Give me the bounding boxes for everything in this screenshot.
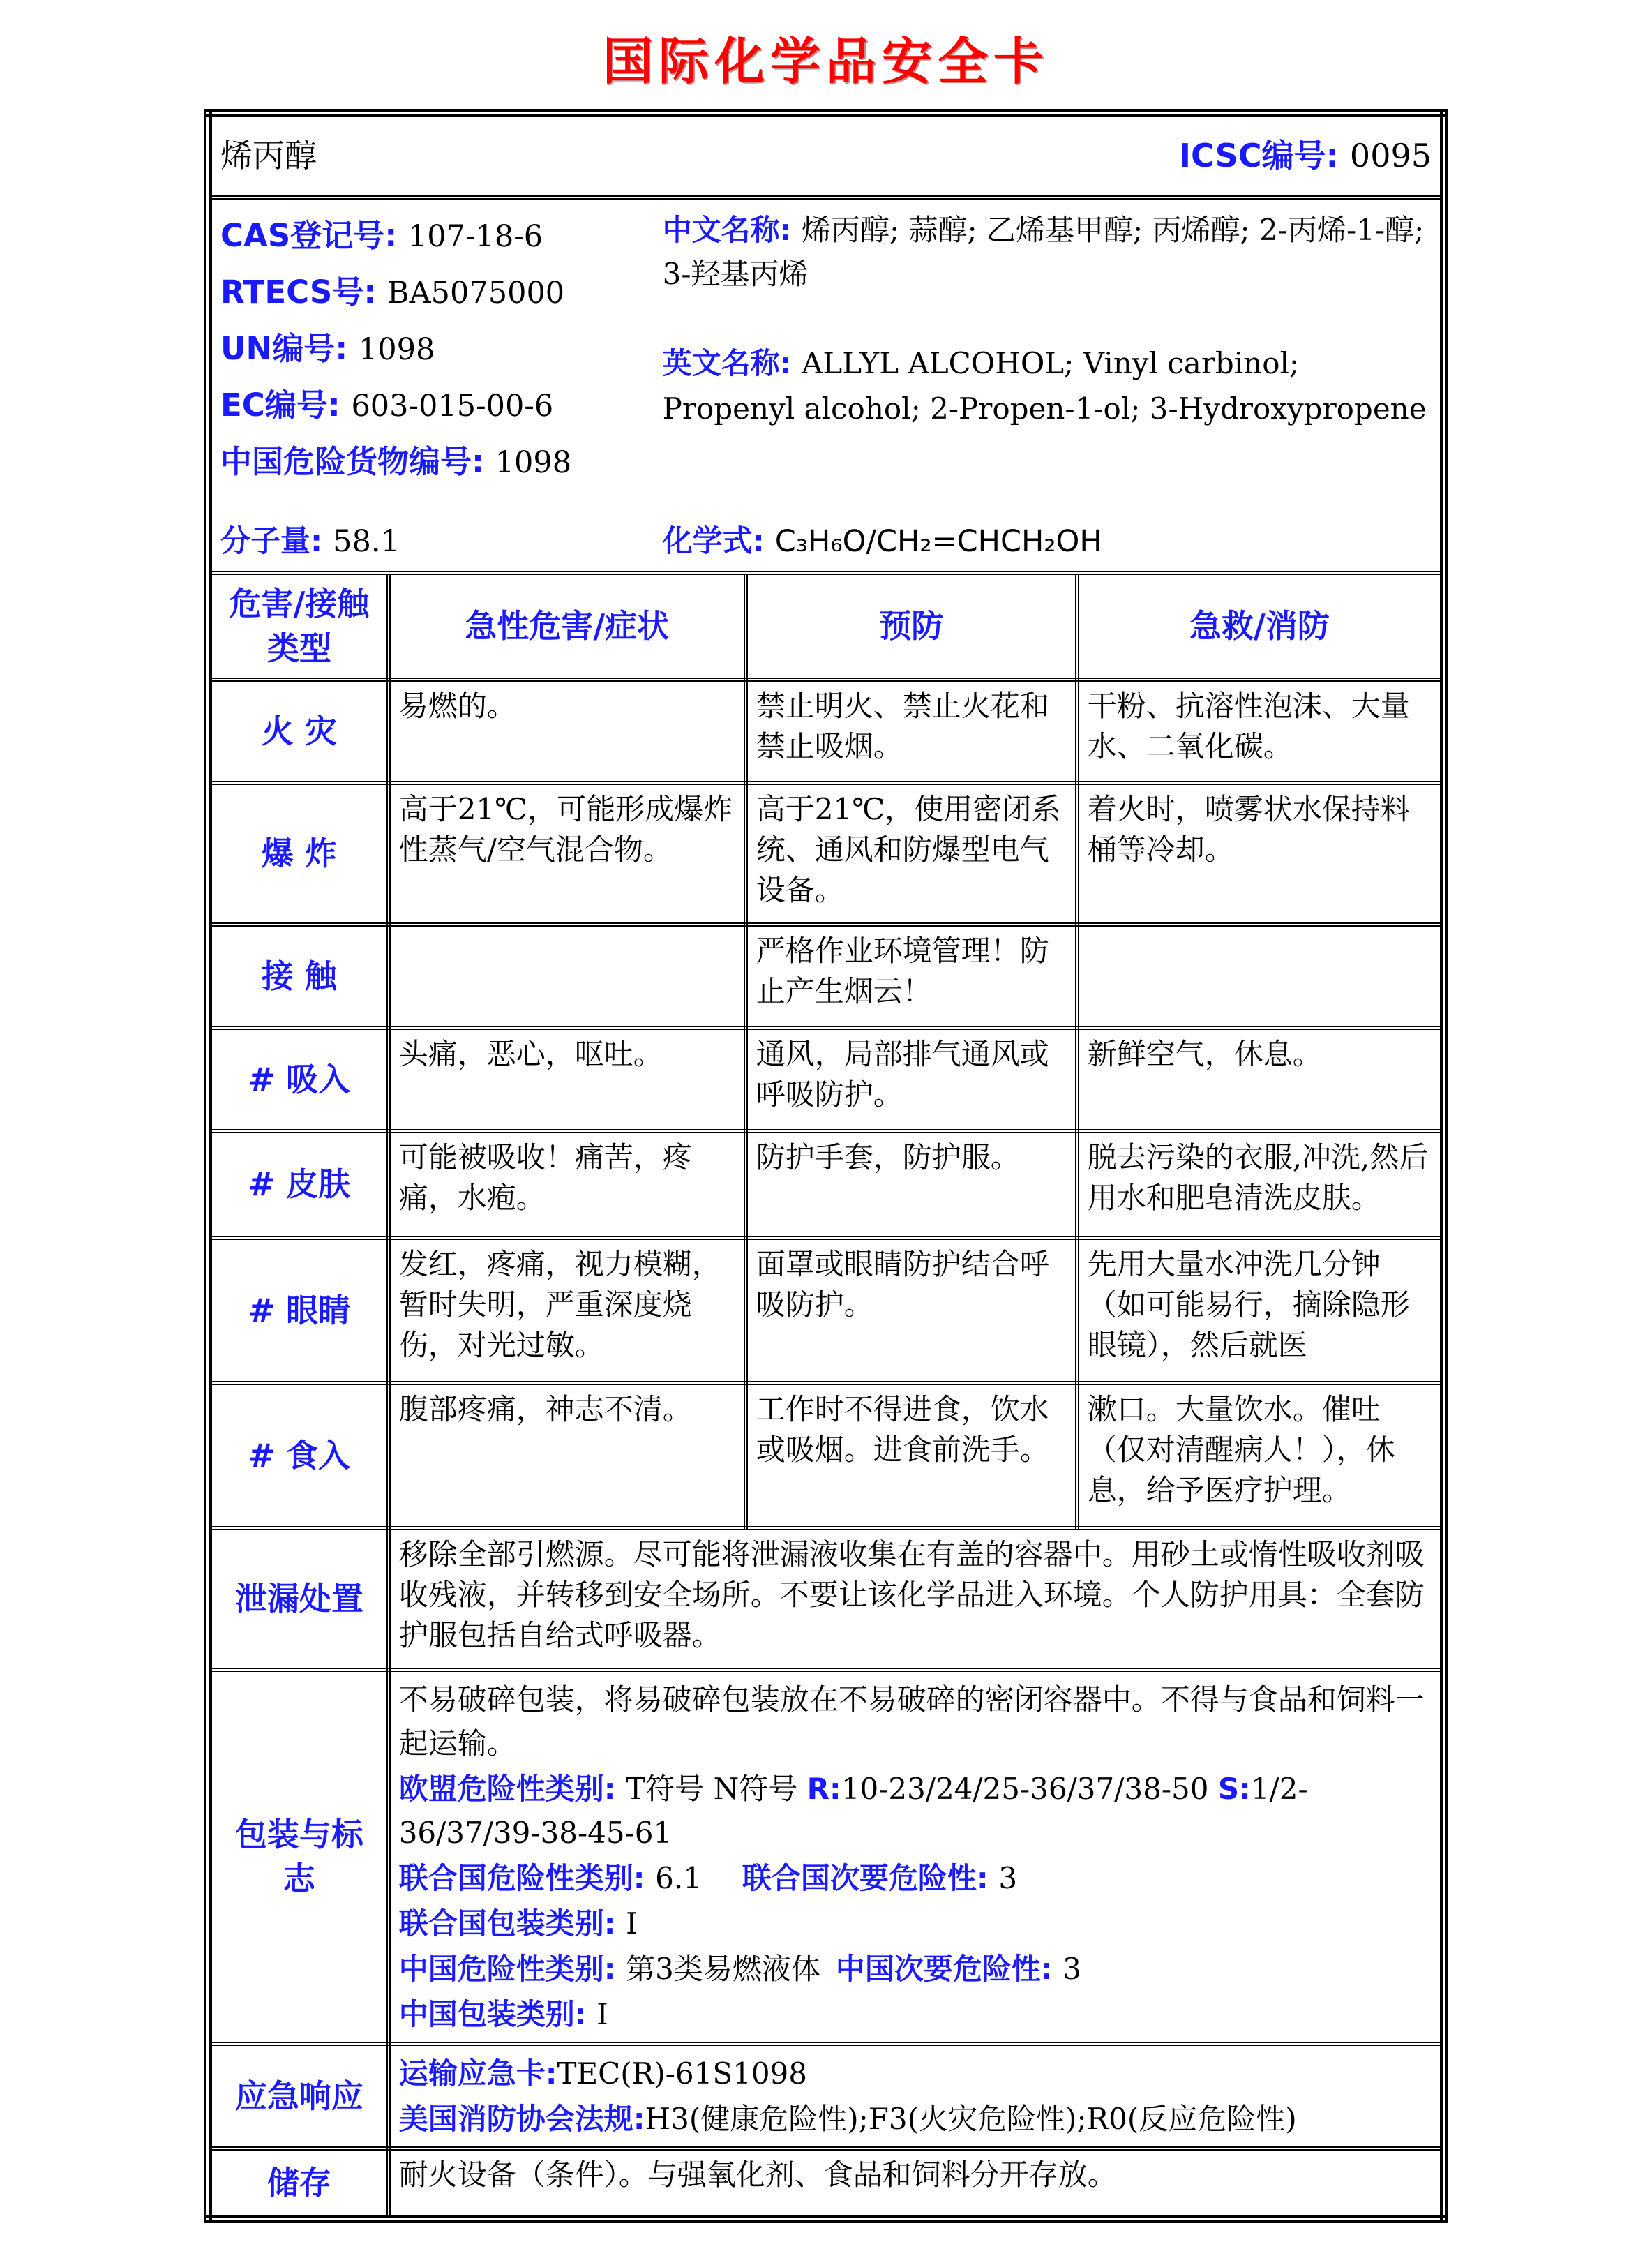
row-label-skin: # 皮肤 [208,1131,389,1238]
china-subsidiary-risk-label: 中国次要危险性: [835,1952,1063,1987]
rtecs-number-value: BA5075000 [387,276,565,311]
skin-prevention-cell: 防护手套，防护服。 [746,1131,1077,1238]
storage-row [208,2148,1444,2219]
hazard-header-row [208,573,1444,680]
icsc-number-value: 0095 [1349,137,1432,175]
icsc-card-table [204,109,1448,2223]
chemical-formula [663,521,1102,562]
page-title: 国际化学品安全卡 [602,32,1049,91]
molecular-line [220,521,1432,562]
hazard-row-inhalation [208,1028,1444,1131]
skin-firstaid-cell: 脱去污染的衣服,冲洗,然后用水和肥皂清洗皮肤。 [1077,1131,1444,1238]
identity-cell [208,197,1444,573]
ec-number-value: 603-015-00-6 [351,389,554,424]
substance-header-row [208,113,1444,197]
china-dg-number-value: 1098 [495,445,572,480]
fire-firstaid-cell: 干粉、抗溶性泡沫、大量水、二氧化碳。 [1077,680,1444,783]
chinese-name-label: 中文名称: [662,213,802,247]
un-packing-group-value: I [626,1906,638,1941]
identity-row [208,197,1444,573]
row-label-ingestion: # 食入 [208,1383,389,1528]
column-header-hazard-type: 危害/接触类型 [208,573,389,680]
spill-disposal-label: 泄漏处置 [208,1528,389,1670]
spill-disposal-row [208,1528,1444,1670]
explosion-symptoms-cell: 高于21℃，可能形成爆炸性蒸气/空气混合物。 [389,783,746,925]
r-phrases-value: 10-23/24/25-36/37/38-50 [841,1772,1218,1807]
nfpa-code-label: 美国消防协会法规: [398,2102,645,2137]
eyes-symptoms-cell: 发红，疼痛，视力模糊，暂时失明，严重深度烧伤，对光过敏。 [389,1238,746,1383]
china-packing-group-line [399,1992,1432,2036]
hazard-row-skin [208,1131,1444,1238]
inhalation-firstaid-cell: 新鲜空气，休息。 [1077,1028,1444,1131]
transport-emergency-card-value: TEC(R)-61S1098 [557,2056,807,2091]
contact-symptoms-cell [389,925,746,1028]
un-number-value: 1098 [358,332,435,367]
ingestion-prevention-cell: 工作时不得进食，饮水或吸烟。进食前洗手。 [746,1383,1077,1528]
skin-symptoms-cell: 可能被吸收！痛苦，疼痛，水疱。 [389,1131,746,1238]
explosion-prevention-cell: 高于21℃，使用密闭系统、通风和防爆型电气设备。 [746,783,1077,925]
chemical-formula-value: C₃H₆O/CH₂=CHCH₂OH [774,524,1102,559]
row-label-fire: 火 灾 [208,680,389,783]
china-packing-group-label: 中国包装类别: [398,1997,597,2032]
ingestion-symptoms-cell: 腹部疼痛，神志不清。 [389,1383,746,1528]
eu-hazard-class-label: 欧盟危险性类别: [398,1772,626,1807]
nfpa-code-line [399,2097,1432,2141]
molecular-weight-value: 58.1 [333,524,400,559]
inhalation-prevention-cell: 通风，局部排气通风或呼吸防护。 [746,1028,1077,1131]
substance-header-cell [208,113,1444,197]
emergency-response-content [389,2044,1444,2148]
row-label-explosion: 爆 炸 [208,783,389,925]
packaging-transport-note: 不易破碎包装，将易破碎包装放在不易破碎的密闭容器中。不得与食品和饲料一起运输。 [398,1682,1425,1761]
cas-number-label: CAS登记号: [220,217,408,254]
cas-number-value: 107-18-6 [407,219,543,254]
molecular-weight [220,521,663,562]
un-hazard-class-value: 6.1 [655,1861,702,1896]
row-label-contact: 接 触 [208,925,389,1028]
un-packing-group-label: 联合国包装类别: [398,1906,626,1941]
storage-label: 储存 [208,2148,389,2219]
contact-firstaid-cell [1077,925,1444,1028]
emergency-response-label: 应急响应 [208,2044,389,2148]
packaging-label: 包装与标志 [208,1670,389,2044]
s-phrases-label: S: [1217,1772,1251,1807]
fire-symptoms-cell: 易燃的。 [389,680,746,783]
fire-prevention-cell: 禁止明火、禁止火花和禁止吸烟。 [746,680,1077,783]
packaging-row [208,1670,1444,2044]
nfpa-code-value: H3(健康危险性);F3(火灾危险性);R0(反应危险性) [645,2102,1297,2137]
column-header-symptoms: 急性危害/症状 [389,573,746,680]
transport-emergency-card-line [399,2052,1432,2095]
spill-disposal-content: 移除全部引燃源。尽可能将泄漏液收集在有盖的容器中。用砂土或惰性吸收剂吸收残液，并转移到安全场所。不要让该化学品进入环境。个人防护用具：全套防护服包括自给式呼吸器。 [389,1528,1444,1670]
transport-emergency-card-label: 运输应急卡: [398,2056,557,2091]
chinese-name [663,208,1432,296]
china-dg-number-label: 中国危险货物编号: [220,443,495,480]
china-subsidiary-risk-value: 3 [1062,1952,1082,1987]
column-header-prevention: 预防 [746,573,1077,680]
row-label-inhalation: # 吸入 [208,1028,389,1131]
icsc-number [1179,134,1432,178]
china-hazard-class-value: 第3类易燃液体 [626,1952,820,1987]
hazard-row-eyes [208,1238,1444,1383]
eyes-prevention-cell: 面罩或眼睛防护结合呼吸防护。 [746,1238,1077,1383]
un-number-label: UN编号: [220,330,359,367]
un-hazard-class-line [399,1856,1432,1900]
r-phrases-label: R: [806,1772,841,1807]
substance-name: 烯丙醇 [220,137,317,175]
s-phrases-value: 1/2-36/37/39-38-45-61 [398,1772,1308,1851]
china-hazard-class-label: 中国危险性类别: [398,1952,626,1987]
molecular-weight-label: 分子量: [220,524,333,559]
china-packing-group-value: I [596,1997,608,2032]
english-name-value: ALLYL ALCOHOL; Vinyl carbinol; Propenyl alcohol; 2-Propen-1-ol; 3-Hydroxypropene [662,346,1427,426]
china-dg-number-line [220,434,663,491]
hazard-row-contact [208,925,1444,1028]
explosion-firstaid-cell: 着火时，喷雾状水保持料桶等冷却。 [1077,783,1444,925]
eu-hazard-class-line [399,1767,1432,1855]
english-name-label: 英文名称: [662,346,802,380]
eyes-firstaid-cell: 先用大量水冲洗几分钟（如可能易行，摘除隐形眼镜），然后就医 [1077,1238,1444,1383]
cas-number-line [220,208,663,264]
un-packing-group-line [399,1901,1432,1945]
storage-content: 耐火设备（条件）。与强氧化剂、食品和饲料分开存放。 [389,2148,1444,2219]
packaging-content [389,1670,1444,2044]
registry-numbers-block [220,204,663,491]
row-label-eyes: # 眼睛 [208,1238,389,1383]
ec-number-line [220,378,663,434]
column-header-firstaid: 急救/消防 [1077,573,1444,680]
hazard-row-fire [208,680,1444,783]
un-subsidiary-risk-label: 联合国次要危险性: [742,1861,999,1896]
chinese-name-value: 烯丙醇; 蒜醇; 乙烯基甲醇; 丙烯醇; 2-丙烯-1-醇; 3-羟基丙烯 [662,213,1425,291]
emergency-response-row [208,2044,1444,2148]
un-subsidiary-risk-value: 3 [998,1861,1018,1896]
inhalation-symptoms-cell: 头痛，恶心，呕吐。 [389,1028,746,1131]
un-number-line [220,321,663,378]
rtecs-number-label: RTECS号: [220,274,387,311]
hazard-row-explosion [208,783,1444,925]
un-hazard-class-label: 联合国危险性类别: [398,1861,656,1896]
eu-hazard-symbols: T符号 N符号 [626,1772,807,1807]
english-name [663,341,1432,431]
names-block [663,204,1432,491]
hazard-row-ingestion [208,1383,1444,1528]
contact-prevention-cell: 严格作业环境管理！防止产生烟云！ [746,925,1077,1028]
ingestion-firstaid-cell: 漱口。大量饮水。催吐（仅对清醒病人！），休息，给予医疗护理。 [1077,1383,1444,1528]
ec-number-label: EC编号: [220,387,352,424]
icsc-number-label: ICSC编号: [1178,137,1350,175]
chemical-formula-label: 化学式: [662,524,775,559]
rtecs-number-line [220,264,663,321]
china-hazard-class-line [399,1947,1432,1991]
